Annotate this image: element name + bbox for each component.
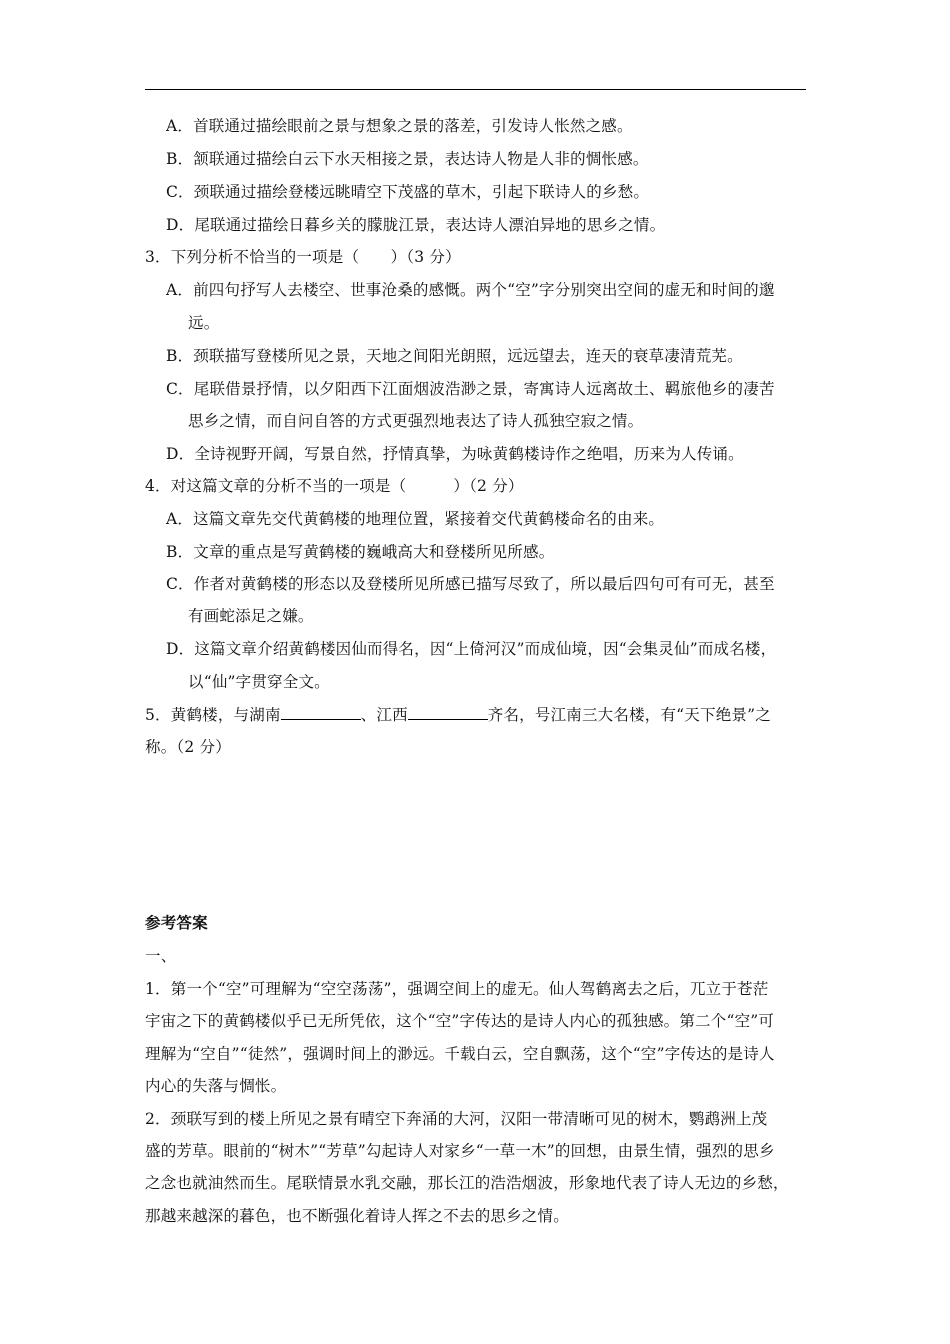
q5-stem-cont: 称。（2 分） bbox=[145, 738, 231, 756]
q4-option-d-cont: 以“仙”字贯穿全文。 bbox=[188, 673, 330, 691]
q3-option-c: C．尾联借景抒情，以夕阳西下江面烟波浩渺之景，寄寓诗人远离故土、羁旅他乡的凄苦 bbox=[166, 380, 775, 398]
q3-option-a: A．前四句抒写人去楼空、世事沧桑的感慨。两个“空”字分别突出空间的虚无和时间的邈 bbox=[166, 281, 775, 299]
q5-text-1: 5．黄鹤楼，与湖南 bbox=[145, 706, 281, 724]
q3-option-b: B．颈联描写登楼所见之景，天地之间阳光朗照，远远望去，连天的衰草凄清荒芜。 bbox=[166, 347, 743, 365]
q5-blank-2[interactable] bbox=[408, 705, 488, 720]
q4-option-a: A．这篇文章先交代黄鹤楼的地理位置，紧接着交代黄鹤楼命名的由来。 bbox=[166, 510, 665, 528]
q2-option-b: B．颔联通过描绘白云下水天相接之景，表达诗人物是人非的惆怅感。 bbox=[166, 150, 649, 168]
answer-2-line-3: 之念也就油然而生。尾联情景水乳交融，那长江的浩浩烟波，形象地代表了诗人无边的乡愁， bbox=[145, 1174, 789, 1192]
q2-option-d: D．尾联通过描绘日暮乡关的朦胧江景，表达诗人漂泊异地的思乡之情。 bbox=[166, 216, 666, 234]
q3-option-c-cont: 思乡之情，而自问自答的方式更强烈地表达了诗人孤独空寂之情。 bbox=[188, 412, 644, 430]
q4-option-c: C．作者对黄鹤楼的形态以及登楼所见所感已描写尽致了，所以最后四句可有可无，甚至 bbox=[166, 575, 775, 593]
answer-1-line-3: 理解为“空自”“徒然”，强调时间上的渺远。千载白云，空自飘荡，这个“空”字传达的是诗人 bbox=[145, 1045, 775, 1063]
answer-2-line-1: 2．颈联写到的楼上所见之景有晴空下奔涌的大河，汉阳一带清晰可见的树木，鹦鹉洲上茂 bbox=[145, 1110, 768, 1128]
q3-option-d: D．全诗视野开阔，写景自然，抒情真挚，为咏黄鹤楼诗作之绝唱，历来为人传诵。 bbox=[166, 445, 744, 463]
answers-section: 一、 bbox=[145, 947, 177, 965]
q2-option-c: C．颈联通过描绘登楼远眺晴空下茂盛的草木，引起下联诗人的乡愁。 bbox=[166, 183, 650, 201]
answer-2-line-2: 盛的芳草。眼前的“树木”“芳草”勾起诗人对家乡“一草一木”的回想，由景生情，强烈的思乡 bbox=[145, 1142, 775, 1160]
q4-stem: 4．对这篇文章的分析不当的一项是（ ）（2 分） bbox=[145, 477, 524, 495]
answer-1-line-1: 1．第一个“空”可理解为“空空荡荡”，强调空间上的虚无。仙人驾鹤离去之后，兀立于苍茫 bbox=[145, 980, 769, 998]
q5-text-3: 齐名，号江南三大名楼，有“天下绝景”之 bbox=[487, 706, 771, 724]
q5-text-2: 、江西 bbox=[360, 706, 408, 724]
q4-option-b: B．文章的重点是写黄鹤楼的巍峨高大和登楼所见所感。 bbox=[166, 543, 555, 561]
q2-option-a: A．首联通过描绘眼前之景与想象之景的落差，引发诗人怅然之感。 bbox=[166, 117, 633, 135]
answer-2-line-4: 那越来越深的暮色，也不断强化着诗人挥之不去的思乡之情。 bbox=[145, 1207, 569, 1225]
header-rule bbox=[145, 89, 806, 90]
q4-option-d: D．这篇文章介绍黄鹤楼因仙而得名，因“上倚河汉”而成仙境，因“会集灵仙”而成名楼， bbox=[166, 640, 777, 658]
answer-1-line-2: 宇宙之下的黄鹤楼似乎已无所凭依，这个“空”字传达的是诗人内心的孤独感。第二个“空”可 bbox=[145, 1012, 775, 1030]
q5-stem bbox=[145, 705, 771, 725]
q4-option-c-cont: 有画蛇添足之嫌。 bbox=[188, 607, 314, 625]
answer-1-line-4: 内心的失落与惆怅。 bbox=[145, 1077, 287, 1095]
answers-heading: 参考答案 bbox=[145, 913, 208, 932]
q5-blank-1[interactable] bbox=[281, 705, 361, 720]
q3-stem: 3．下列分析不恰当的一项是（ ）（3 分） bbox=[145, 248, 461, 266]
q3-option-a-cont: 远。 bbox=[188, 314, 220, 332]
